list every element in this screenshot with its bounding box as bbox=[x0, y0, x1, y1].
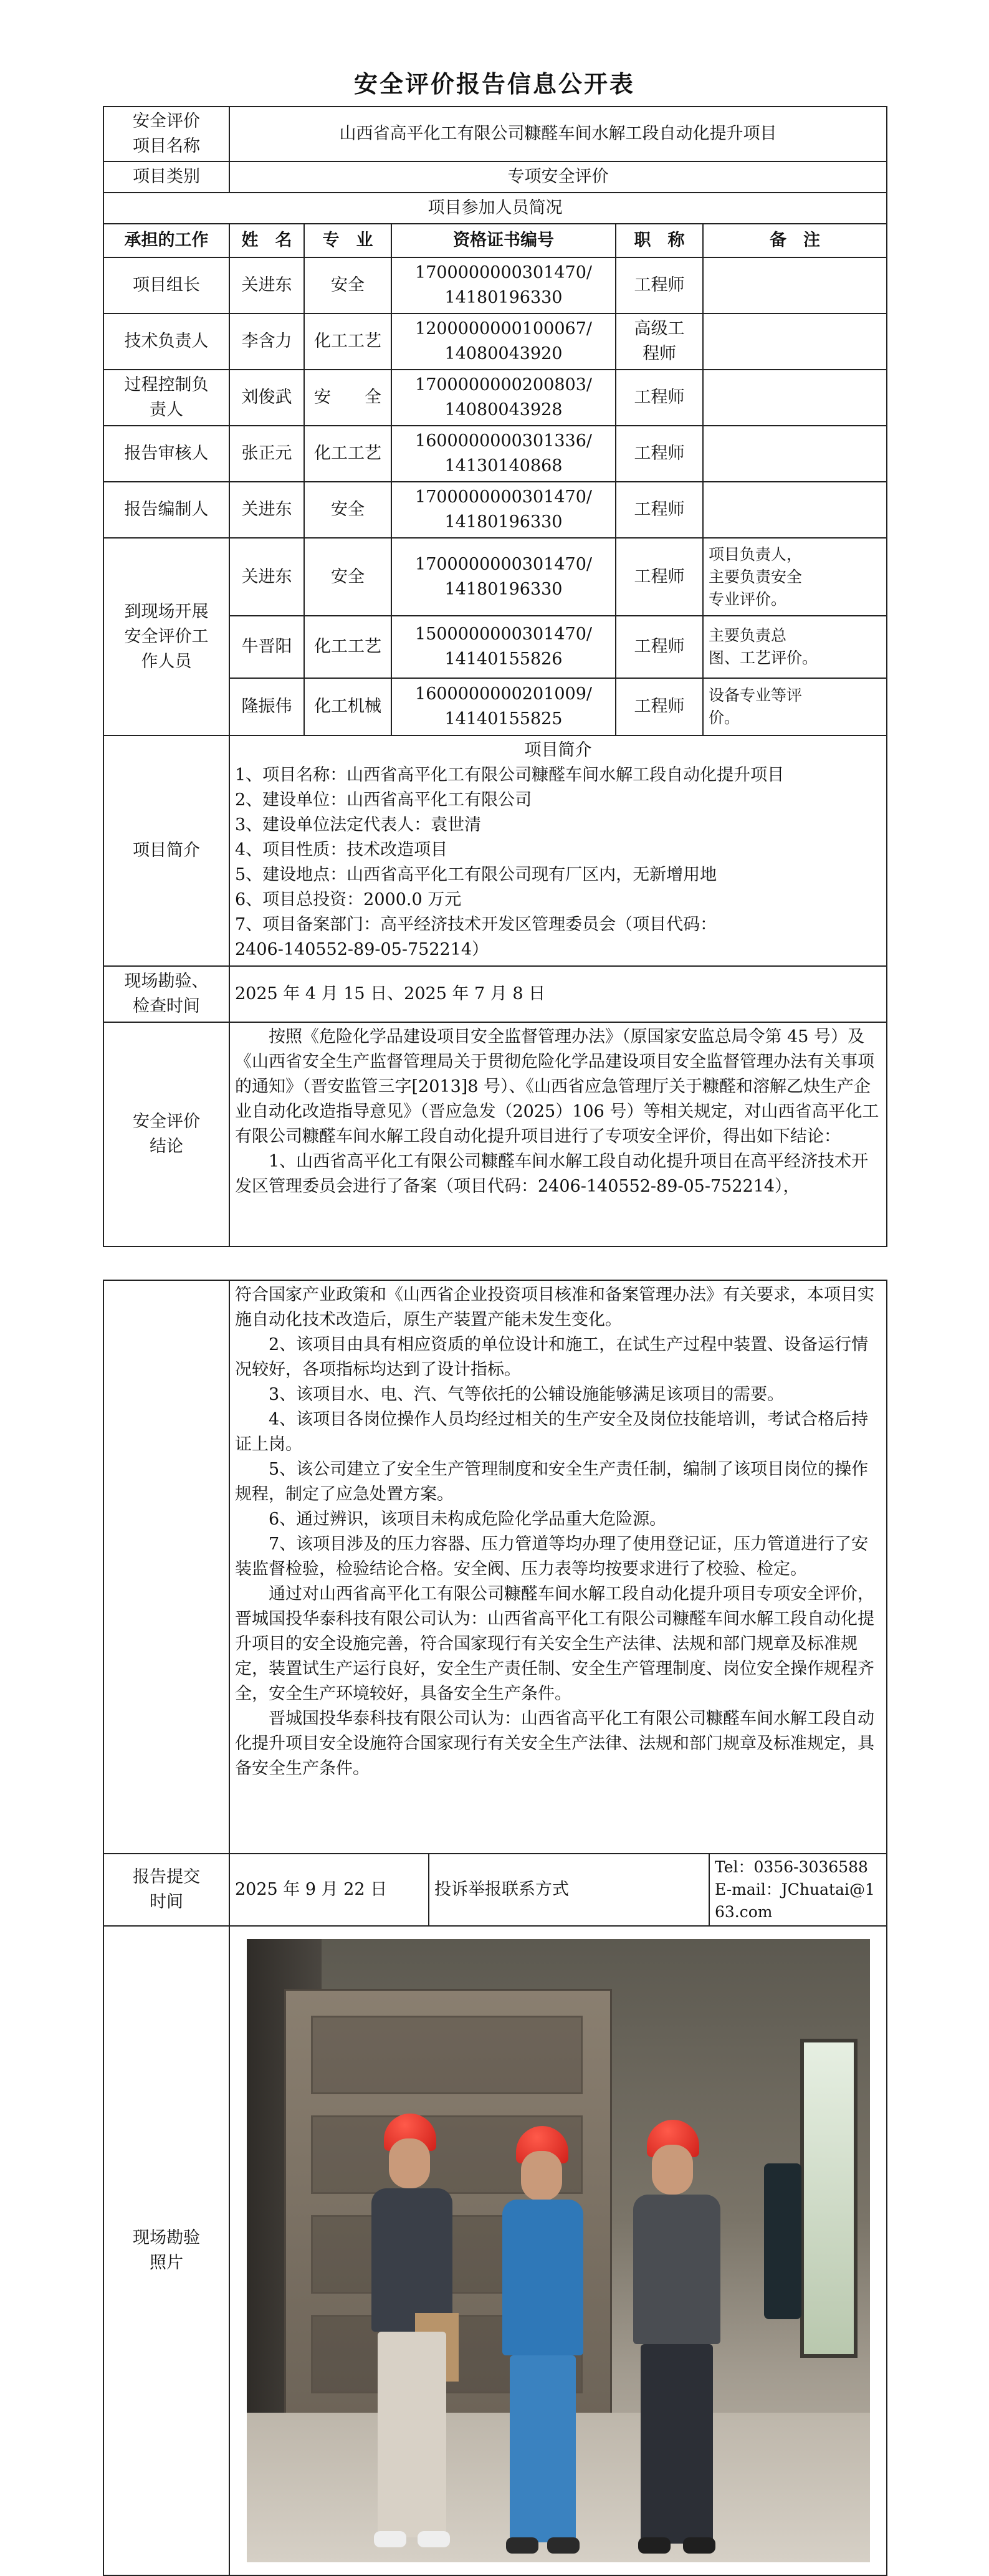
project-type-label: 项目类别 bbox=[103, 161, 229, 193]
conclusion-paragraph: 4、该项目各岗位操作人员均经过相关的生产安全及岗位技能培训，考试合格后持证上岗。 bbox=[235, 1410, 869, 1454]
contact-info bbox=[709, 1854, 887, 1926]
submit-time: 2025 年 9 月 22 日 bbox=[229, 1854, 429, 1926]
complaint-label: 投诉举报联系方式 bbox=[429, 1854, 709, 1926]
conclusion-paragraph: 通过对山西省高平化工有限公司糠醛车间水解工段自动化提升项目专项安全评价，晋城国投华泰科技有限公司认为：山西省高平化工有限公司糠醛车间水解工段自动化提升项目的安全设施完善，符合国家现行有关安全生产法律、法规和部门规章及标准规定，装置试生产运行良好，安全生产责任制、安全生产管理制度、岗位安全操作规程齐全，安全生产环境较好，具备安全生产条件。 bbox=[235, 1584, 874, 1703]
person-major: 安全 bbox=[304, 257, 391, 314]
person-cert: 1600000000301336/ 14130140868 bbox=[391, 426, 616, 482]
person-major: 化工工艺 bbox=[304, 426, 391, 482]
person-name: 关进东 bbox=[229, 257, 304, 314]
person-major: 安 全 bbox=[304, 370, 391, 426]
project-name: 山西省高平化工有限公司糠醛车间水解工段自动化提升项目 bbox=[229, 107, 887, 161]
person-title: 工程师 bbox=[616, 678, 703, 735]
header-title: 职 称 bbox=[616, 224, 703, 257]
table-row bbox=[103, 426, 887, 482]
table-row bbox=[103, 314, 887, 370]
summary-line: 4、项目性质：技术改造项目 bbox=[235, 840, 448, 859]
person-name: 牛晋阳 bbox=[229, 616, 304, 678]
conclusion-paragraph: 7、该项目涉及的压力容器、压力管道等均办理了使用登记证，压力管道进行了安装监督检验，检验结论合格。安全阀、压力表等均按要求进行了校验、检定。 bbox=[235, 1535, 869, 1579]
info-table-page2 bbox=[103, 1280, 887, 2576]
person-note bbox=[703, 370, 887, 426]
photo-tank bbox=[764, 2163, 801, 2319]
person-cert: 1700000000301470/ 14180196330 bbox=[391, 538, 616, 616]
person-cert: 1700000000200803/ 14080043928 bbox=[391, 370, 616, 426]
summary-line: 3、建设单位法定代表人：袁世清 bbox=[235, 815, 482, 835]
submit-time-label: 报告提交 时间 bbox=[103, 1854, 229, 1926]
person-title: 高级工 程师 bbox=[616, 314, 703, 370]
conclusion-label: 安全评价 结论 bbox=[103, 1022, 229, 1247]
summary-line: 6、项目总投资：2000.0 万元 bbox=[235, 890, 462, 909]
person-name: 关进东 bbox=[229, 538, 304, 616]
site-survey-photo bbox=[247, 1939, 870, 2562]
summary-label: 项目简介 bbox=[103, 735, 229, 966]
conclusion-paragraph: 2、该项目由具有相应资质的单位设计和施工，在试生产过程中装置、设备运行情况较好，各项指标均达到了设计指标。 bbox=[235, 1335, 869, 1379]
person-major: 安全 bbox=[304, 538, 391, 616]
personnel-heading: 项目参加人员简况 bbox=[103, 193, 887, 224]
person-note bbox=[703, 314, 887, 370]
summary-line: 2、建设单位：山西省高平化工有限公司 bbox=[235, 790, 532, 810]
person-role: 报告审核人 bbox=[103, 426, 229, 482]
person-cert: 1600000000201009/ 14140155825 bbox=[391, 678, 616, 735]
person-title: 工程师 bbox=[616, 482, 703, 538]
summary-heading: 项目简介 bbox=[524, 740, 592, 760]
person-name: 张正元 bbox=[229, 426, 304, 482]
person-title: 工程师 bbox=[616, 370, 703, 426]
survey-time-label: 现场勘验、 检查时间 bbox=[103, 966, 229, 1022]
table-row bbox=[103, 370, 887, 426]
conclusion-paragraph: 晋城国投华泰科技有限公司认为：山西省高平化工有限公司糠醛车间水解工段自动化提升项目安全设施符合国家现行有关安全生产法律、法规和部门规章及标准规定，具备安全生产条件。 bbox=[235, 1709, 874, 1778]
survey-time: 2025 年 4 月 15 日、2025 年 7 月 8 日 bbox=[229, 966, 887, 1022]
info-table-page1 bbox=[103, 106, 887, 1247]
page-title: 安全评价报告信息公开表 bbox=[353, 70, 635, 98]
header-cert: 资格证书编号 bbox=[391, 224, 616, 257]
person-name: 李含力 bbox=[229, 314, 304, 370]
project-name-label: 安全评价 项目名称 bbox=[103, 107, 229, 161]
person-name: 刘俊武 bbox=[229, 370, 304, 426]
person-role: 过程控制负 责人 bbox=[103, 370, 229, 426]
header-major: 专 业 bbox=[304, 224, 391, 257]
person-title: 工程师 bbox=[616, 616, 703, 678]
person-note: 项目负责人， 主要负责安全 专业评价。 bbox=[703, 538, 887, 616]
photo-label: 现场勘验 照片 bbox=[103, 1926, 229, 2575]
table-row bbox=[103, 538, 887, 616]
person-note: 主要负责总 图、工艺评价。 bbox=[703, 616, 887, 678]
field-staff-role: 到现场开展 安全评价工 作人员 bbox=[103, 538, 229, 735]
person-major: 安全 bbox=[304, 482, 391, 538]
contact-tel: Tel：0356-3036588 bbox=[715, 1858, 868, 1876]
person-cert: 1200000000100067/ 14080043920 bbox=[391, 314, 616, 370]
person-cert: 1700000000301470/ 14180196330 bbox=[391, 257, 616, 314]
person-note bbox=[703, 257, 887, 314]
person-cert: 1700000000301470/ 14180196330 bbox=[391, 482, 616, 538]
person-major: 化工工艺 bbox=[304, 314, 391, 370]
conclusion-paragraph: 1、山西省高平化工有限公司糠醛车间水解工段自动化提升项目在高平经济技术开发区管理委员会进行了备案（项目代码：2406-140552-89-05-752214）， bbox=[235, 1152, 869, 1196]
project-type: 专项安全评价 bbox=[229, 161, 887, 193]
photo-window bbox=[800, 2039, 858, 2358]
conclusion-paragraph: 按照《危险化学品建设项目安全监督管理办法》（原国家安监总局令第 45 号）及《山西省安全生产监督管理局关于贯彻危险化学品建设项目安全监督管理办法有关事项的通知》（晋安监管三字[2013]8 号）、《山西省应急管理厅关于糠醛和溶解乙炔生产企业自动化改造指导意见》（晋应急发（2025）106 号）等相关规定，对山西省高平化工有限公司糠醛车间水解工段自动化提升项目进行了专项安全评价，得出如下结论： bbox=[235, 1027, 879, 1146]
person-cert: 1500000000301470/ 14140155826 bbox=[391, 616, 616, 678]
header-role: 承担的工作 bbox=[103, 224, 229, 257]
summary-line: 1、项目名称：山西省高平化工有限公司糠醛车间水解工段自动化提升项目 bbox=[235, 765, 785, 785]
person-role: 技术负责人 bbox=[103, 314, 229, 370]
person-major: 化工机械 bbox=[304, 678, 391, 735]
table-row bbox=[103, 257, 887, 314]
person-note bbox=[703, 482, 887, 538]
person-title: 工程师 bbox=[616, 538, 703, 616]
person-note bbox=[703, 426, 887, 482]
table-row bbox=[103, 482, 887, 538]
header-note: 备 注 bbox=[703, 224, 887, 257]
header-name: 姓 名 bbox=[229, 224, 304, 257]
person-role: 项目组长 bbox=[103, 257, 229, 314]
person-name: 隆振伟 bbox=[229, 678, 304, 735]
person-role: 报告编制人 bbox=[103, 482, 229, 538]
conclusion-paragraph: 3、该项目水、电、汽、气等依托的公辅设施能够满足该项目的需要。 bbox=[269, 1385, 785, 1404]
summary-line: 7、项目备案部门：高平经济技术开发区管理委员会（项目代码： 2406-140552-89-05-752214） bbox=[235, 915, 717, 959]
person-title: 工程师 bbox=[616, 257, 703, 314]
contact-email: E-mail：JChuatai@163.com bbox=[715, 1880, 875, 1921]
person-name: 关进东 bbox=[229, 482, 304, 538]
conclusion-paragraph: 5、该公司建立了安全生产管理制度和安全生产责任制，编制了该项目岗位的操作规程，制定了应急处置方案。 bbox=[235, 1460, 869, 1504]
conclusion-paragraph: 6、通过辨识，该项目未构成危险化学品重大危险源。 bbox=[269, 1510, 667, 1529]
summary-line: 5、建设地点：山西省高平化工有限公司现有厂区内，无新增用地 bbox=[235, 865, 717, 884]
person-title: 工程师 bbox=[616, 426, 703, 482]
person-note: 设备专业等评 价。 bbox=[703, 678, 887, 735]
person-major: 化工工艺 bbox=[304, 616, 391, 678]
conclusion-paragraph: 符合国家产业政策和《山西省企业投资项目核准和备案管理办法》有关要求，本项目实施自动化技术改造后，原生产装置产能未发生变化。 bbox=[235, 1285, 874, 1329]
